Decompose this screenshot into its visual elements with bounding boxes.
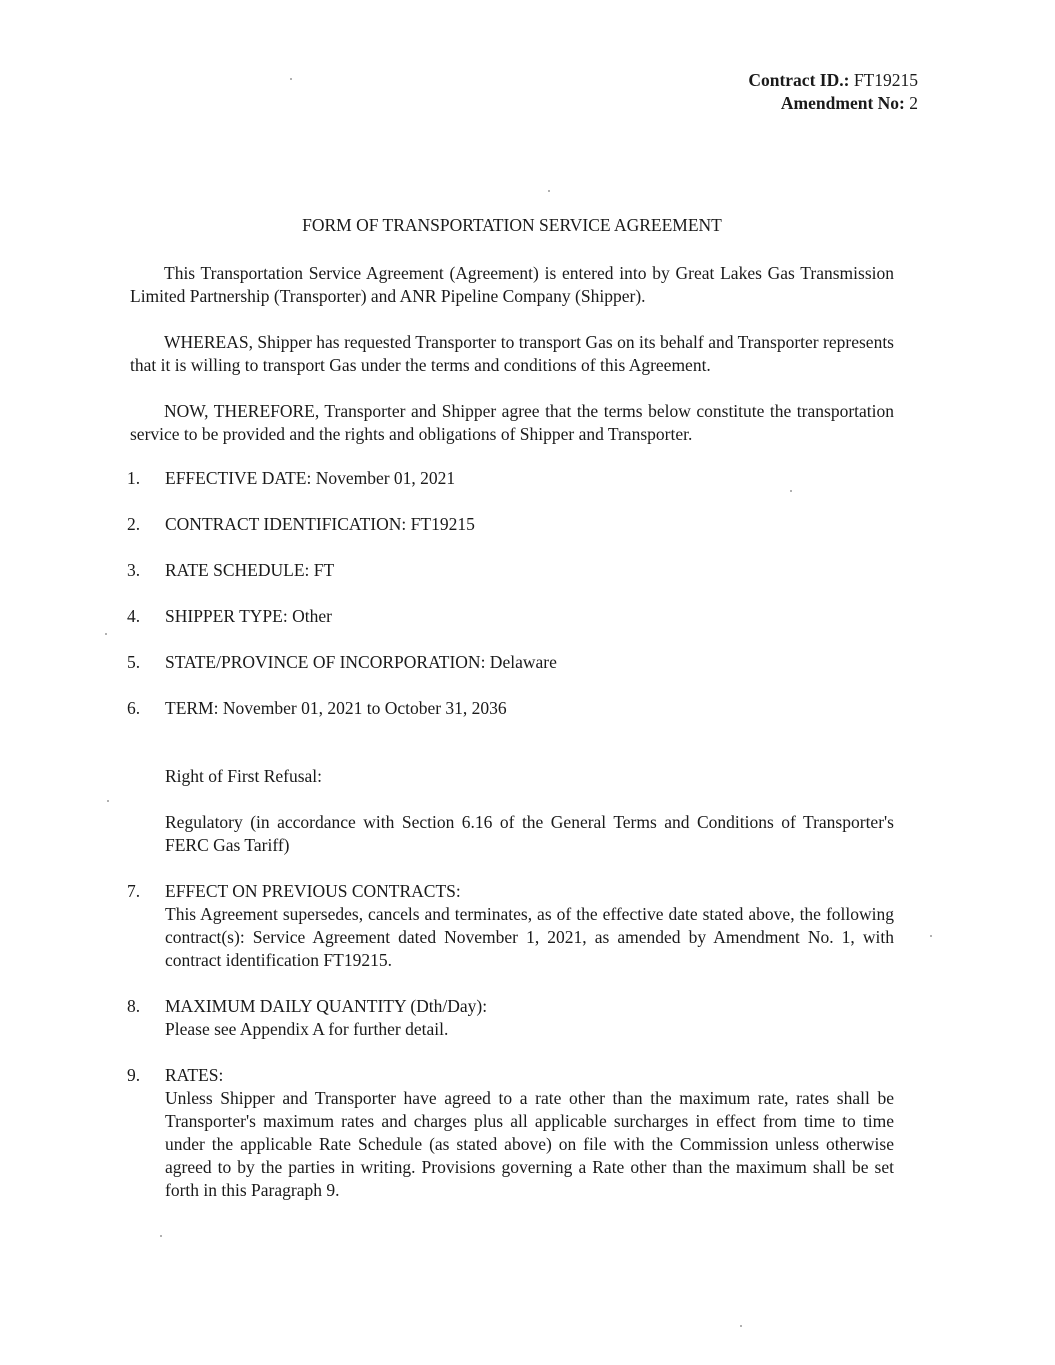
item-number: 3. [127,560,141,580]
item-heading: MAXIMUM DAILY QUANTITY (Dth/Day): [165,996,488,1016]
amendment-label: Amendment No: [780,93,905,113]
scan-speck [548,190,550,192]
item-number: 9. [127,1065,141,1085]
scan-speck [107,800,109,802]
now-therefore-paragraph: NOW, THEREFORE, Transporter and Shipper agree that the terms below constitute the transportation service to be provided and the rights and obligations of Shipper and Transporter. [130,401,894,444]
item-text: EFFECTIVE DATE: November 01, 2021 [165,468,456,488]
item-number: 2. [127,514,141,534]
item-maximum-daily-quantity [127,995,894,1041]
item-number: 1. [127,468,141,488]
item-term [127,697,894,720]
item-effective-date [127,467,894,490]
contract-id-label: Contract ID.: [748,70,850,90]
item-effect-on-previous-contracts [127,880,894,972]
scan-speck [930,935,932,937]
contract-id-value: FT19215 [853,70,918,90]
item-text: This Agreement supersedes, cancels and terminates, as of the effective date stated above, the following contract(s): Service Agreement dated November 1, 2021, as amended by Amendment No. 1, with contract identification FT19215. [165,904,894,970]
item-number: 4. [127,606,141,626]
scan-speck [160,1235,162,1237]
item-contract-identification [127,513,894,536]
item-number: 8. [127,996,141,1016]
item-number: 6. [127,698,141,718]
intro-paragraph: This Transportation Service Agreement (Agreement) is entered into by Great Lakes Gas Transmission Limited Partnership (Transporter) and ANR Pipeline Company (Shipper). [130,263,894,306]
scan-speck [790,490,792,492]
item-text: RATE SCHEDULE: FT [165,560,335,580]
item-text: CONTRACT IDENTIFICATION: FT19215 [165,514,475,534]
contract-id-line [748,69,918,92]
scan-speck [105,633,107,635]
amendment-line [748,92,918,115]
item-number: 5. [127,652,141,672]
rofr-label: Right of First Refusal: [165,766,323,786]
item-text: Unless Shipper and Transporter have agreed to a rate other than the maximum rate, rates shall be Transporter's maximum rates and charges plus all applicable surcharges in effect from time to time under the applicable Rate Schedule (as stated above) on file with the Commission unless otherwise agreed to by the parties in writing. Provisions governing a Rate other than the maximum shall be set forth in this Paragraph 9. [165,1088,894,1200]
item-rate-schedule [127,559,894,582]
document-title: FORM OF TRANSPORTATION SERVICE AGREEMENT [302,215,722,235]
item-heading: EFFECT ON PREVIOUS CONTRACTS: [165,881,461,901]
whereas-paragraph: WHEREAS, Shipper has requested Transporter to transport Gas on its behalf and Transporter represents that it is willing to transport Gas under the terms and conditions of this Agreement. [130,332,894,375]
item-text: TERM: November 01, 2021 to October 31, 2036 [165,698,507,718]
item-text: STATE/PROVINCE OF INCORPORATION: Delaware [165,652,557,672]
item-rates [127,1064,894,1202]
item-state-province [127,651,894,674]
item-number: 7. [127,881,141,901]
rofr-text: Regulatory (in accordance with Section 6.16 of the General Terms and Conditions of Transporter's FERC Gas Tariff) [165,812,894,855]
contract-header [748,69,918,115]
scan-speck [740,1325,742,1327]
amendment-value: 2 [909,93,918,113]
item-text: Please see Appendix A for further detail. [165,1019,449,1039]
item-text: SHIPPER TYPE: Other [165,606,332,626]
item-shipper-type [127,605,894,628]
scan-speck [290,78,292,80]
item-heading: RATES: [165,1065,224,1085]
